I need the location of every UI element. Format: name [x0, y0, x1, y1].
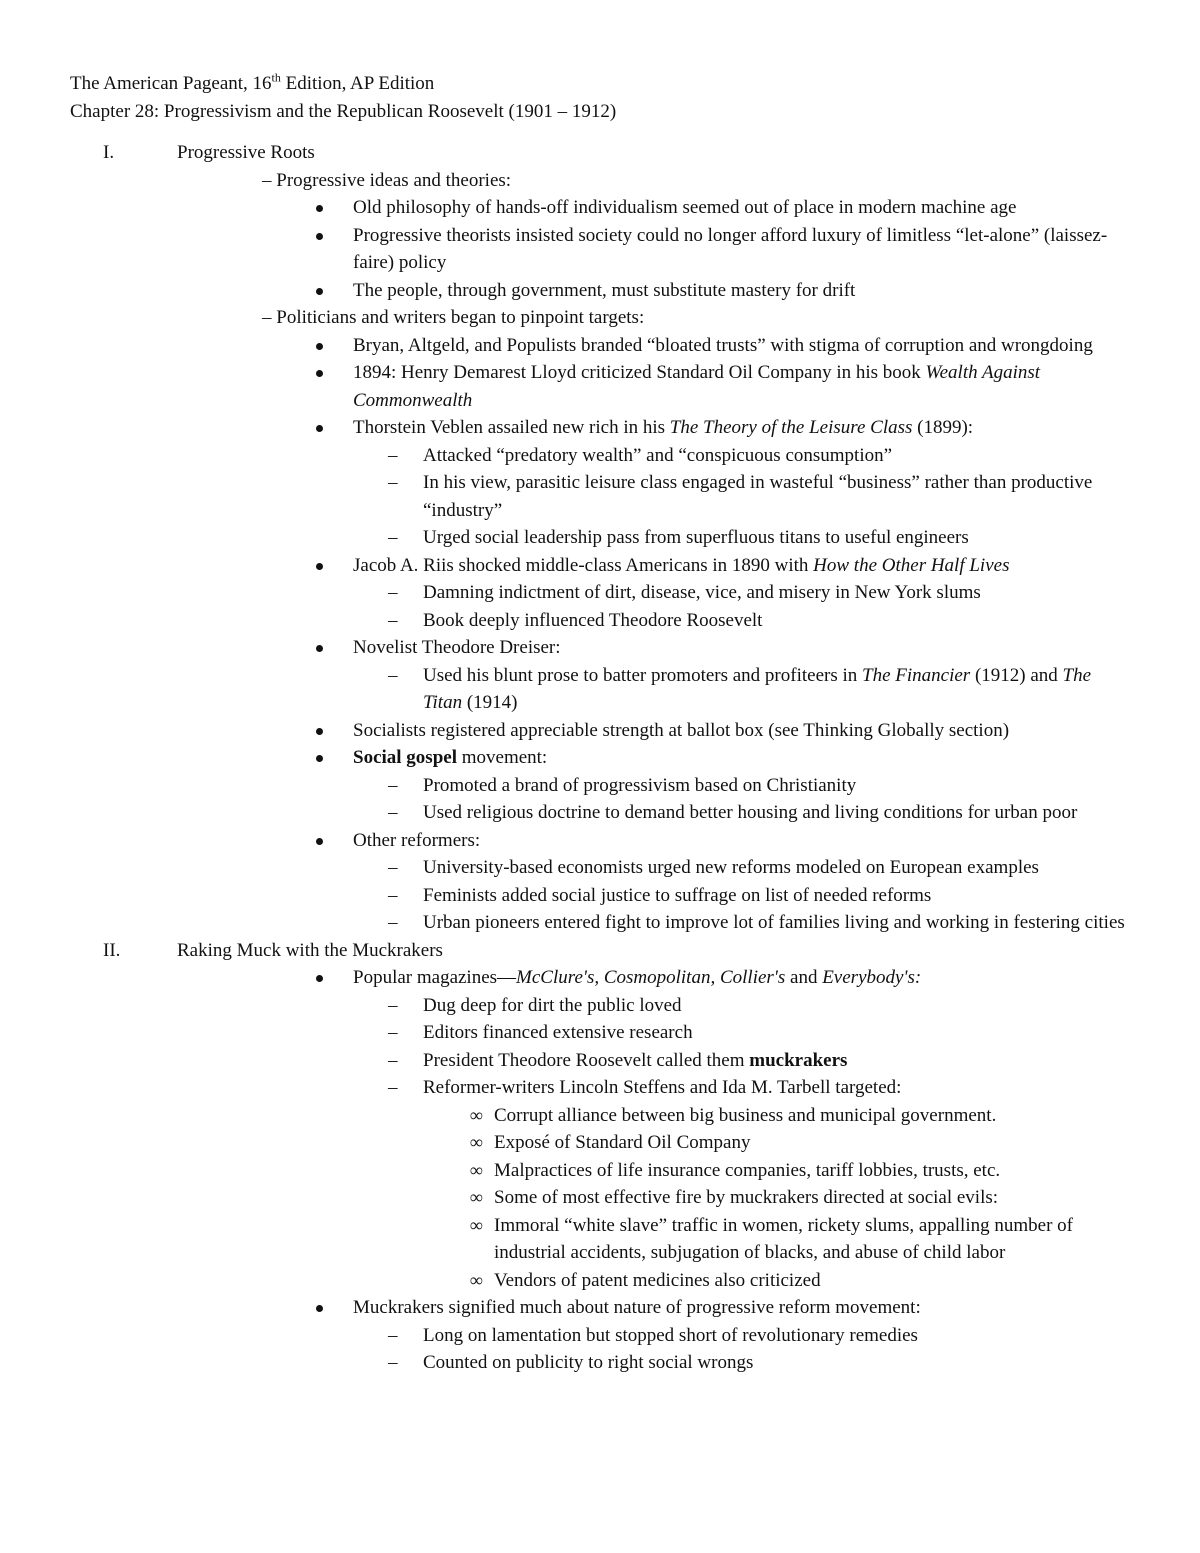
sub-item: – Reformer-writers Lincoln Steffens and Ida M. Tarbell targeted: [0, 1074, 1200, 1102]
book-title: The American Pageant, 16th Edition, AP Edition [70, 70, 435, 94]
document-header [70, 70, 1200, 125]
bullet-item: Other reformers: [0, 827, 1200, 855]
bullet-item: Popular magazines—McClure's, Cosmopolitan, Collier's and Everybody's: [0, 964, 1200, 992]
infinity-item: ∞ Corrupt alliance between big business and municipal government. [0, 1102, 1200, 1130]
section-heading-2: II. Raking Muck with the Muckrakers [103, 939, 443, 961]
bullet-item: Novelist Theodore Dreiser: [0, 634, 1200, 662]
sub-item: – Urged social leadership pass from superfluous titans to useful engineers [0, 524, 1200, 552]
book-title-italic: The Theory of the Leisure Class [669, 417, 913, 438]
magazine-names-italic: Everybody's: [822, 967, 922, 988]
sub-item: – Used religious doctrine to demand better housing and living conditions for urban poor [0, 799, 1200, 827]
book-title-italic: How the Other Half Lives [813, 554, 1010, 576]
bullet-item: Old philosophy of hands-off individualism seemed out of place in modern machine age [0, 194, 1200, 222]
sub-item: – University-based economists urged new reforms modeled on European examples [0, 854, 1200, 882]
key-term: muckrakers [749, 1049, 848, 1071]
sub-item: – Editors financed extensive research [0, 1019, 1200, 1047]
infinity-item: ∞ Immoral “white slave” traffic in women, rickety slums, appalling number of industrial accidents, subjugation of blacks, and abuse of child labor [0, 1212, 1200, 1267]
sub-item: – Urban pioneers entered fight to improve lot of families living and working in festering cities [0, 909, 1200, 937]
infinity-item: ∞ Some of most effective fire by muckrakers directed at social evils: [0, 1184, 1200, 1212]
bullet-item: Social gospel movement: [0, 744, 1200, 772]
book-title-italic: The Financier [862, 664, 971, 686]
sub-item: – Feminists added social justice to suffrage on list of needed reforms [0, 882, 1200, 910]
sub-item: – Book deeply influenced Theodore Roosevelt [0, 607, 1200, 635]
sub-item: – Attacked “predatory wealth” and “conspicuous consumption” [0, 442, 1200, 470]
infinity-item: ∞ Exposé of Standard Oil Company [0, 1129, 1200, 1157]
sub-item: – President Theodore Roosevelt called them muckrakers [0, 1047, 1200, 1075]
magazine-names-italic: McClure's, Cosmopolitan, Collier's [516, 967, 786, 988]
bullet-item: Socialists registered appreciable strength at ballot box (see Thinking Globally section) [0, 717, 1200, 745]
bullet-item: Jacob A. Riis shocked middle-class Americans in 1890 with How the Other Half Lives [0, 552, 1200, 580]
chapter-title: Chapter 28: Progressivism and the Republican Roosevelt (1901 – 1912) [70, 100, 617, 122]
bullet-item: Bryan, Altgeld, and Populists branded “bloated trusts” with stigma of corruption and wrongdoing [0, 332, 1200, 360]
bullet-item: Muckrakers signified much about nature of progressive reform movement: [0, 1294, 1200, 1322]
sub-item: – Dug deep for dirt the public loved [0, 992, 1200, 1020]
sub-item: – Counted on publicity to right social wrongs [0, 1349, 1200, 1377]
bullet-item: The people, through government, must substitute mastery for drift [0, 277, 1200, 305]
book-title-italic: The Titan [423, 664, 1092, 713]
sub-item: – Long on lamentation but stopped short of revolutionary remedies [0, 1322, 1200, 1350]
infinity-item: ∞ Vendors of patent medicines also criticized [0, 1267, 1200, 1295]
book-title-italic: Wealth Against Commonwealth [353, 362, 1041, 411]
sub-item: – In his view, parasitic leisure class engaged in wasteful “business” rather than productive “industry” [0, 469, 1200, 524]
dash-item: – Politicians and writers began to pinpoint targets: [262, 307, 645, 328]
infinity-item: ∞ Malpractices of life insurance companies, tariff lobbies, trusts, etc. [0, 1157, 1200, 1185]
dash-item: – Progressive ideas and theories: [262, 169, 512, 191]
sub-item: – Used his blunt prose to batter promoters and profiteers in The Financier (1912) and The Titan (1914) [0, 662, 1200, 717]
sub-item: – Damning indictment of dirt, disease, vice, and misery in New York slums [0, 579, 1200, 607]
key-term: Social gospel [353, 747, 457, 768]
sub-item: – Promoted a brand of progressivism based on Christianity [0, 772, 1200, 800]
section-heading-1: I. Progressive Roots [103, 142, 315, 163]
bullet-item: Thorstein Veblen assailed new rich in his The Theory of the Leisure Class (1899): [0, 414, 1200, 442]
bullet-item: 1894: Henry Demarest Lloyd criticized Standard Oil Company in his book Wealth Against Commonwealth [0, 359, 1200, 414]
bullet-item: Progressive theorists insisted society could no longer afford luxury of limitless “let-alone” (laissez-faire) policy [0, 222, 1200, 277]
